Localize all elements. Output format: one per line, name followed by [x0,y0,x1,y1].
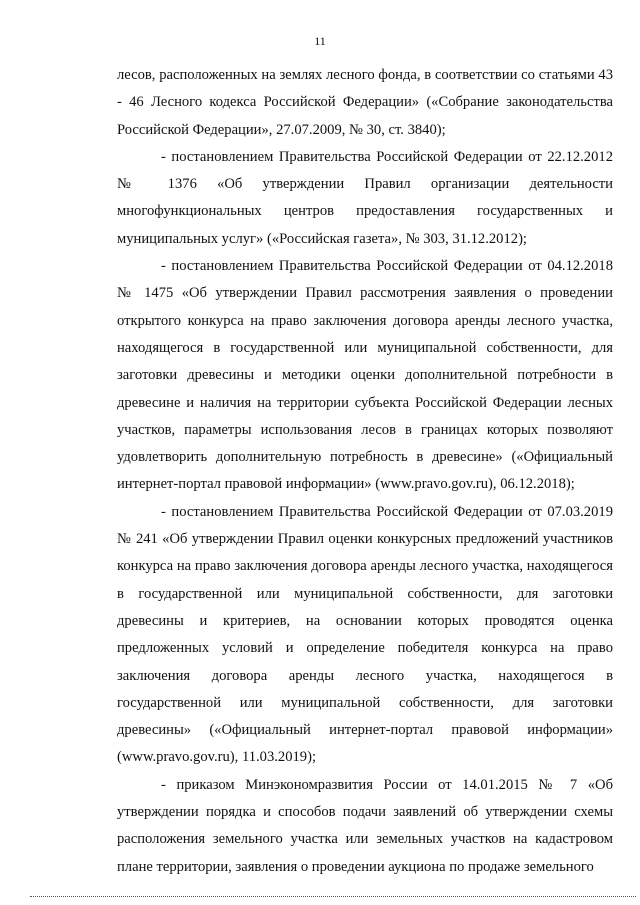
paragraph-decree-1376: - постановлением Правительства Российской Федерации от 22.12.2012 № 1376 «Об утверждении Правил организации деятельности многофункциональных центров предоставления государственных и муниципальных услуг» («Российская газета», № 303, 31.12.2012); [117,148,613,247]
paragraph-order-7: - приказом Минэкономразвития России от 14.01.2015 № 7 «Об утверждении порядка и способов подачи заявлений об утверждении схемы расположения земельного участка или земельных участков на кадастровом плане территории, заявления о проведении аукциона по продаже земельного [117,776,613,875]
page-number: 11 [314,34,326,48]
paragraph-decree-241: - постановлением Правительства Российской Федерации от 07.03.2019 № 241 «Об утверждении Правил оценки конкурсных предложений участников конкурса на право заключения договора аренды лесного участка, находящегося в государственной или муниципальной собственности, для заготовки древесины и критериев, на основании которых проводятся оценка предложенных условий и определение победителя конкурса на право заключения договора аренды лесного участка, находящегося в государственной или муниципальной собственности, для заготовки древесины» («Официальный интернет-портал правовой информации» (www.pravo.gov.ru), 11.03.2019); [117,503,613,766]
paragraph-continuation: лесов, расположенных на землях лесного фонда, в соответствии со статьями 43 - 46 Лесного кодекса Российской Федерации» («Собрание законодательства Российской Федерации», 27.07.2009, № 30, ст. 3840); [117,67,613,138]
document-body [117,62,613,881]
paragraph-decree-1475: - постановлением Правительства Российской Федерации от 04.12.2018 № 1475 «Об утверждении Правил рассмотрения заявления о проведении открытого конкурса на право заключения договора аренды лесного участка, находящегося в государственной или муниципальной собственности, для заготовки древесины и методики оценки дополнительной потребности в древесине и наличия на территории субъекта Российской Федерации лесных участков, параметры использования лесов в границах которых позволяют удовлетворить дополнительную потребность в древесине» («Официальный интернет-портал правовой информации» (www.pravo.gov.ru), 06.12.2018); [117,258,613,493]
footer-divider [30,896,636,897]
